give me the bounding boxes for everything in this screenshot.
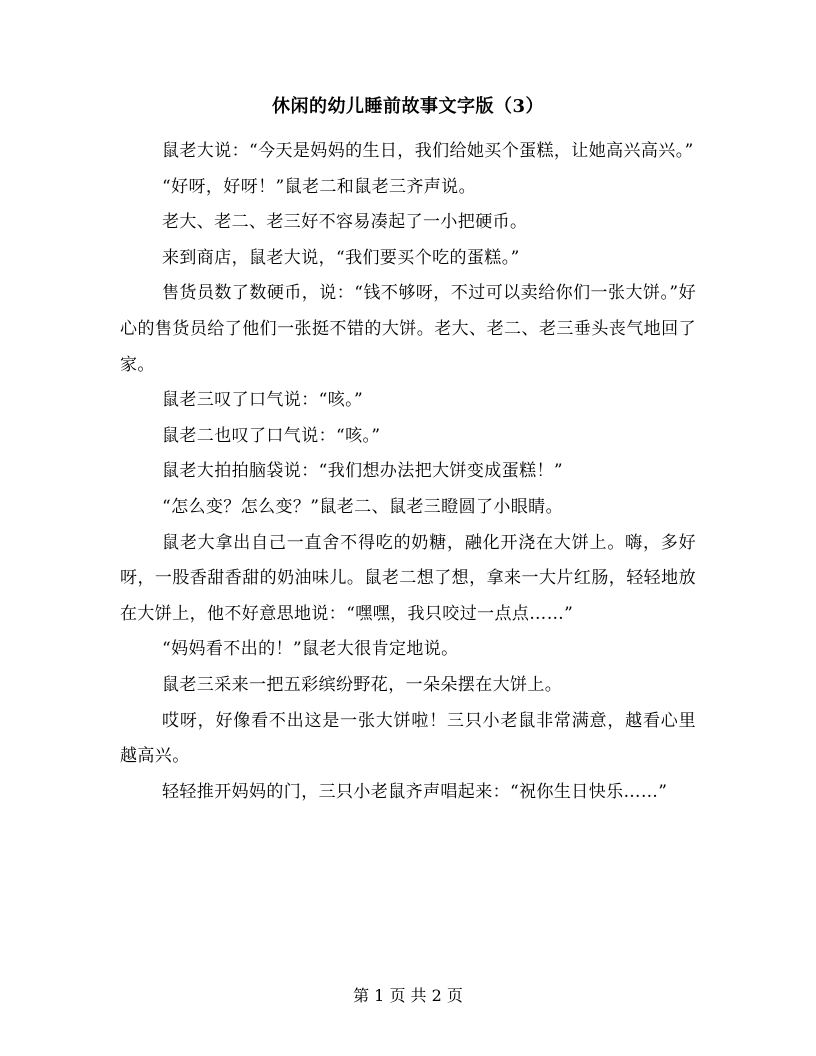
story-paragraph: 哎呀，好像看不出这是一张大饼啦！三只小老鼠非常满意，越看心里越高兴。: [120, 710, 696, 767]
page-label-prefix: 第: [353, 986, 370, 1005]
story-paragraph: 轻轻推开妈妈的门，三只小老鼠齐声唱起来：“祝你生日快乐……”: [162, 781, 668, 802]
story-paragraph: 老大、老二、老三好不容易凑起了一小把硬币。: [162, 212, 528, 233]
story-paragraph: “妈妈看不出的！”鼠老大很肯定地说。: [162, 639, 459, 660]
story-paragraph: 来到商店，鼠老大说，“我们要买个吃的蛋糕。”: [162, 247, 520, 268]
story-paragraph: “好呀，好呀！”鼠老二和鼠老三齐声说。: [162, 176, 476, 197]
story-paragraph: 售货员数了数硬币，说：“钱不够呀，不过可以卖给你们一张大饼。”好心的售货员给了他们一张挺不错的大饼。老大、老二、老三垂头丧气地回了家。: [120, 283, 696, 375]
page-footer: [0, 984, 816, 1008]
story-paragraph: 鼠老二也叹了口气说：“咳。”: [162, 425, 381, 446]
story-paragraph: “怎么变？怎么变？”鼠老二、鼠老三瞪圆了小眼睛。: [162, 496, 563, 517]
total-pages-number: 2: [431, 986, 442, 1005]
story-paragraph: 鼠老大拿出自己一直舍不得吃的奶糖，融化开浇在大饼上。嗨，多好呀，一股香甜香甜的奶油味儿。鼠老二想了想，拿来一大片红肠，轻轻地放在大饼上，他不好意思地说：“嘿嘿，我只咬过一点点……”: [120, 532, 696, 624]
page-label-mid: 页 共: [389, 986, 427, 1005]
story-paragraph: 鼠老三采来一把五彩缤纷野花，一朵朵摆在大饼上。: [162, 674, 563, 695]
current-page-number: 1: [374, 986, 385, 1005]
story-paragraph: 鼠老大拍拍脑袋说：“我们想办法把大饼变成蛋糕！”: [162, 461, 563, 482]
story-paragraph: 鼠老三叹了口气说：“咳。”: [162, 390, 364, 411]
story-body: [120, 134, 696, 810]
page-title: 休闲的幼儿睡前故事文字版（3）: [271, 96, 545, 117]
story-paragraph: 鼠老大说：“今天是妈妈的生日，我们给她买个蛋糕，让她高兴高兴。”: [162, 141, 694, 161]
page-label-suffix: 页: [446, 986, 463, 1005]
